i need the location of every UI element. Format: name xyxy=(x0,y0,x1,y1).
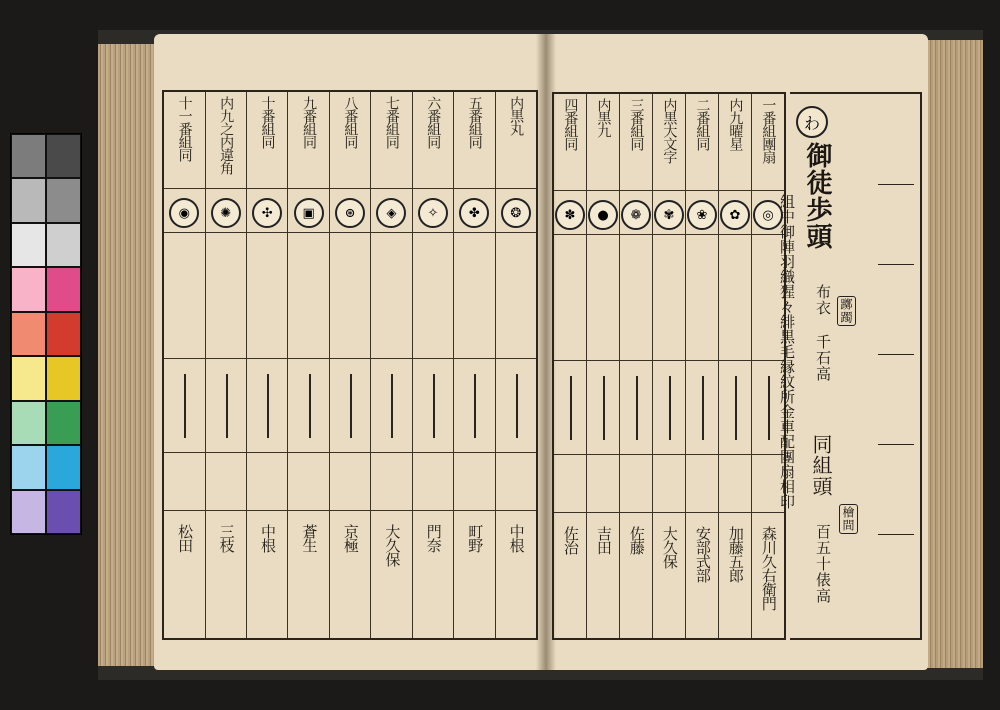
roster-column xyxy=(685,94,718,638)
squad-title: 内黒大文字 xyxy=(661,98,678,163)
squad-title: 六番組同 xyxy=(425,96,442,148)
uniform-description: 組中御陣羽織猩々緋黒毛縁紋所金車配團扇相印 xyxy=(778,194,796,509)
spear-emblem-icon xyxy=(768,376,770,440)
family-crest-icon: ✾ xyxy=(654,200,684,230)
family-crest-icon: ❁ xyxy=(621,200,651,230)
color-swatch xyxy=(11,401,46,445)
subordinate-title: 同組頭 xyxy=(809,434,833,497)
squad-title: 内黒丸 xyxy=(508,96,525,135)
roster-column xyxy=(164,92,204,638)
family-crest-icon: ⊛ xyxy=(335,198,365,228)
family-crest-icon: ✧ xyxy=(418,198,448,228)
squad-title: 二番組同 xyxy=(694,98,711,150)
roster-column xyxy=(370,92,411,638)
spear-emblem-icon xyxy=(267,374,269,438)
page-edges-right xyxy=(923,40,983,668)
officer-name: 門奈 xyxy=(424,524,443,552)
squad-title: 内九曜星 xyxy=(727,98,744,150)
color-swatch xyxy=(46,267,81,311)
color-swatch xyxy=(46,312,81,356)
officer-name: 三枝 xyxy=(217,524,236,552)
color-swatch xyxy=(11,445,46,489)
officer-name: 京極 xyxy=(341,524,360,552)
roster-column xyxy=(287,92,328,638)
spear-emblem-icon xyxy=(516,374,518,438)
officer-name: 大久保 xyxy=(383,524,402,566)
family-crest-icon: ◉ xyxy=(169,198,199,228)
family-crest-icon: ◎ xyxy=(753,200,783,230)
squad-title: 十番組同 xyxy=(259,96,276,148)
spear-emblem-icon xyxy=(735,376,737,440)
color-swatch xyxy=(11,134,46,178)
right-page-table xyxy=(552,92,786,640)
color-swatch xyxy=(11,490,46,534)
color-swatch xyxy=(46,356,81,400)
color-swatch xyxy=(11,312,46,356)
spear-emblem-icon xyxy=(669,376,671,440)
spear-emblem-icon xyxy=(391,374,393,438)
squad-title: 七番組同 xyxy=(383,96,400,148)
family-crest-icon: ✽ xyxy=(555,200,585,230)
color-swatch xyxy=(11,356,46,400)
officer-name: 佐藤 xyxy=(627,526,646,554)
spear-emblem-icon xyxy=(226,374,228,438)
squad-title: 五番組同 xyxy=(466,96,483,148)
stipend-label: 千石高 xyxy=(814,334,832,382)
spear-emblem-icon xyxy=(636,376,638,440)
squad-title: 内九之内違角 xyxy=(218,96,235,174)
roster-column xyxy=(246,92,287,638)
roster-column xyxy=(495,92,536,638)
color-swatch xyxy=(46,445,81,489)
right-page xyxy=(546,34,928,670)
squad-title: 八番組同 xyxy=(342,96,359,148)
color-swatch xyxy=(46,490,81,534)
spear-emblem-icon xyxy=(184,374,186,438)
family-crest-icon: ◈ xyxy=(376,198,406,228)
roster-column xyxy=(586,94,619,638)
spear-emblem-icon xyxy=(570,376,572,440)
rank-label: 布衣 xyxy=(814,284,832,316)
squad-title: 三番組同 xyxy=(628,98,645,150)
color-swatch xyxy=(11,223,46,267)
spear-emblem-icon xyxy=(702,376,704,440)
roster-column xyxy=(329,92,370,638)
subordinate-stipend: 百五十俵高 xyxy=(814,524,832,604)
officer-name: 中根 xyxy=(507,524,526,552)
family-crest-icon: ❀ xyxy=(687,200,717,230)
officer-name: 安部式部 xyxy=(693,526,712,582)
spear-emblem-icon xyxy=(433,374,435,438)
color-swatch xyxy=(11,178,46,222)
roster-column xyxy=(619,94,652,638)
roster-column xyxy=(718,94,751,638)
color-swatch xyxy=(46,223,81,267)
squad-title: 一番組團扇 xyxy=(760,98,777,163)
roster-column xyxy=(652,94,685,638)
title-tag: 躑躅 xyxy=(837,296,856,326)
family-crest-icon: ✤ xyxy=(459,198,489,228)
spear-emblem-icon xyxy=(603,376,605,440)
family-crest-icon: ✿ xyxy=(720,200,750,230)
roster-column xyxy=(554,94,586,638)
spear-emblem-icon xyxy=(309,374,311,438)
officer-name: 町野 xyxy=(466,524,485,552)
open-book xyxy=(98,30,983,680)
officer-name: 加藤五郎 xyxy=(726,526,745,582)
roster-column xyxy=(205,92,246,638)
color-swatch xyxy=(46,178,81,222)
officer-name: 佐治 xyxy=(561,526,580,554)
office-title: 御徒歩頭 xyxy=(802,142,832,250)
color-swatch xyxy=(46,401,81,445)
roster-column xyxy=(453,92,494,638)
color-swatch xyxy=(46,134,81,178)
family-crest-icon: ▣ xyxy=(294,198,324,228)
family-crest-icon: ● xyxy=(588,200,618,230)
subordinate-tag: 檜間 xyxy=(839,504,858,534)
officer-name: 蒼生 xyxy=(300,524,319,552)
color-calibration-chart xyxy=(10,133,82,535)
left-page xyxy=(154,34,546,670)
iroha-index-emblem: わ xyxy=(796,106,828,138)
officer-name: 森川久右衛門 xyxy=(759,526,778,610)
book-gutter xyxy=(536,34,556,670)
squad-title: 四番組同 xyxy=(562,98,579,150)
officer-name: 松田 xyxy=(176,524,195,552)
family-crest-icon: ✣ xyxy=(252,198,282,228)
squad-title: 内黒九 xyxy=(595,98,612,137)
officer-name: 吉田 xyxy=(594,526,613,554)
family-crest-icon: ❂ xyxy=(501,198,531,228)
page-edges-left xyxy=(98,44,160,666)
squad-title: 九番組同 xyxy=(300,96,317,148)
officer-name: 大久保 xyxy=(660,526,679,568)
squad-title: 十一番組同 xyxy=(176,96,193,161)
officer-name: 中根 xyxy=(259,524,278,552)
color-swatch xyxy=(11,267,46,311)
spear-emblem-icon xyxy=(350,374,352,438)
family-crest-icon: ✺ xyxy=(211,198,241,228)
spear-emblem-icon xyxy=(474,374,476,438)
roster-column xyxy=(412,92,453,638)
left-page-table xyxy=(162,90,538,640)
